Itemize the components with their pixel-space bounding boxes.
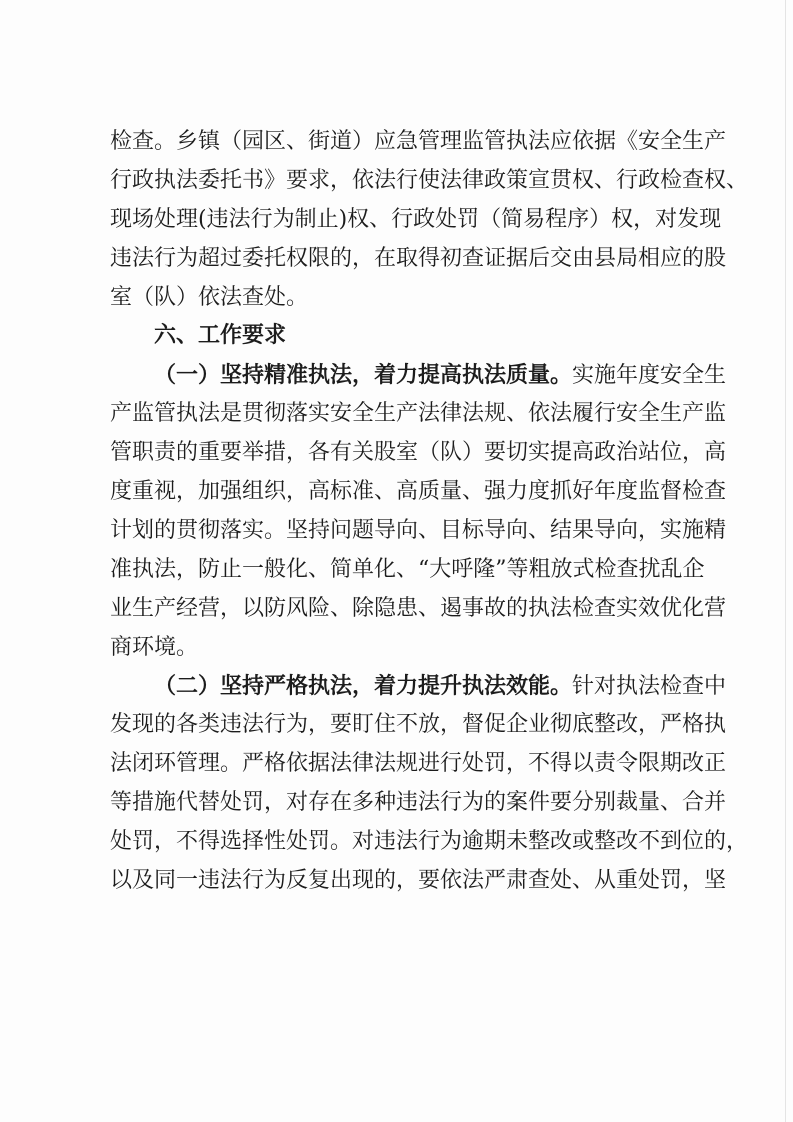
paragraph-3-line: 发现的各类违法行为，要盯住不放，督促企业彻底整改，严格执	[110, 712, 727, 738]
paragraph-2-first-line	[110, 356, 727, 395]
paragraph-3-line: 以及同一违法行为反复出现的，要依法严肃查处、从重处罚，坚	[110, 867, 727, 893]
paragraph-1-line: 现场处理(违法行为制止)权、行政处罚（简易程序）权，对发现	[110, 206, 722, 232]
paragraph-2-line: 商环境。	[110, 634, 199, 660]
paragraph-2-first-line-text: 实施年度安全生	[572, 363, 727, 389]
paragraph-1-line: 违法行为超过委托权限的，在取得初查证据后交由县局相应的股	[110, 245, 727, 271]
paragraph-1-line: 室（队）依法查处。	[110, 284, 309, 310]
paragraph-2-subtitle: （一）坚持精准执法，着力提高执法质量。	[154, 362, 573, 389]
paragraph-1	[110, 123, 749, 317]
paragraph-2-line: 业生产经营，以防风险、除隐患、遏事故的执法检查实效优化营	[110, 595, 727, 621]
paragraph-2-line: 准执法，防止一般化、简单化、“大呼隆”等粗放式检查扰乱企	[110, 556, 705, 582]
paragraph-3-line: 法闭环管理。严格依据法律法规进行处罚，不得以责令限期改正	[110, 751, 727, 777]
paragraph-3-line: 处罚，不得选择性处罚。对违法行为逾期未整改或整改不到位的，	[110, 829, 749, 855]
document-body	[110, 123, 749, 901]
paragraph-2-line: 度重视，加强组织，高标准、高质量、强力度抓好年度监督检查	[110, 479, 727, 505]
paragraph-2-line: 计划的贯彻落实。坚持问题导向、目标导向、结果导向，实施精	[110, 517, 727, 543]
paragraph-3-first-line	[110, 667, 727, 706]
paragraph-3	[110, 667, 749, 900]
paragraph-2-line: 管职责的重要举措，各有关股室（队）要切实提高政治站位，高	[110, 440, 727, 466]
paragraph-3-subtitle: （二）坚持严格执法，着力提升执法效能。	[154, 673, 573, 700]
section-heading: 六、工作要求	[154, 323, 287, 349]
paragraph-2-line: 产监管执法是贯彻落实安全生产法律法规、依法履行安全生产监	[110, 401, 727, 427]
page-edge-line	[785, 0, 786, 1122]
paragraph-3-line: 等措施代替处罚，对存在多种违法行为的案件要分别裁量、合并	[110, 790, 727, 816]
paragraph-1-line: 检查。乡镇（园区、街道）应急管理监管执法应依据《安全生产	[110, 129, 727, 154]
paragraph-1-line: 行政执法委托书》要求，依法行使法律政策宣贯权、行政检查权、	[110, 167, 749, 193]
paragraph-2	[110, 356, 727, 667]
paragraph-3-first-line-text: 针对执法检查中	[572, 674, 727, 700]
